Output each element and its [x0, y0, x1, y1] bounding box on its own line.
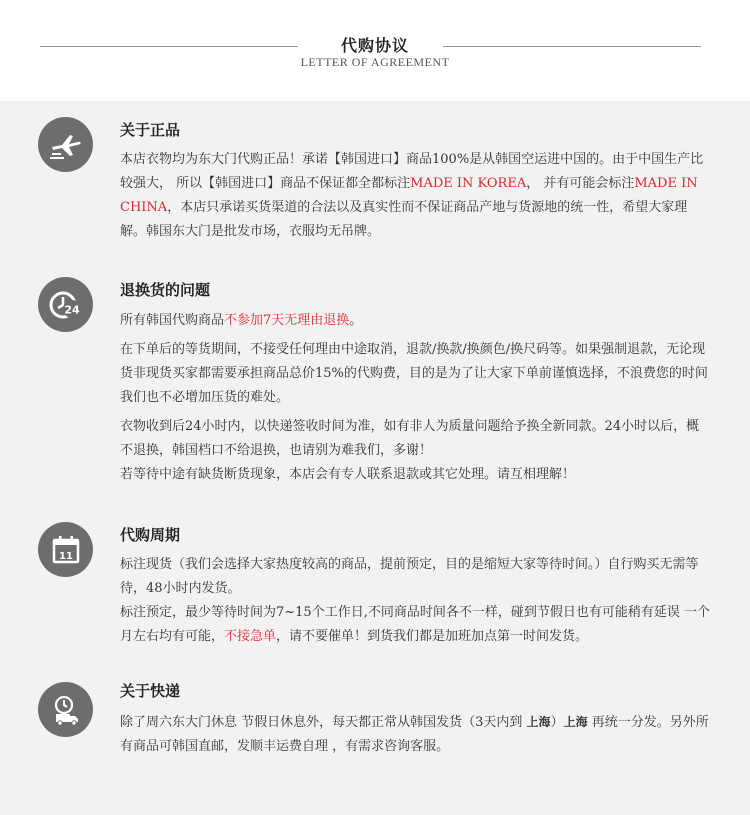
section-paragraph: 若等待中途有缺货断货现象，本店会有专人联系退款或其它处理。请互相理解！	[120, 467, 576, 482]
text-span: 所有韩国代购商品	[120, 313, 225, 328]
calendar-icon	[38, 522, 93, 577]
text-span: ，本店只承诺买货渠道的合法以及真实性而不保证商品产地与货源地的统一性，希望大家理解。韩国东大门是批发市场，衣服均无吊牌。	[120, 200, 688, 239]
page-subtitle: LETTER OF AGREEMENT	[300, 55, 450, 69]
section-paragraph	[120, 148, 710, 244]
section-title: 关于正品	[120, 121, 181, 139]
section-paragraph	[120, 601, 710, 649]
text-span: 。	[349, 313, 363, 328]
section-title: 退换货的问题	[120, 281, 211, 299]
section-paragraph	[120, 710, 710, 759]
svg-text:11: 11	[58, 550, 73, 562]
section-paragraph: 在下单后的等货期间，不接受任何理由中途取消，退款/换款/换颜色/换尺码等。如果强制退款，无论现货非现货买家都需要承担商品总价15%的代购费，目的是为了让大家下单前谨慎选择，不浪费您的时间 我们也不必增加压货的难处。	[120, 342, 708, 405]
text-span: ）	[550, 715, 564, 730]
section-title: 关于快递	[120, 682, 181, 700]
section-paragraph: 标注现货（我们会选择大家热度较高的商品，提前预定，目的是缩短大家等待时间。）自行购买无需等待，48小时内发货。	[120, 557, 699, 596]
highlight-text: 不接急单	[224, 629, 277, 644]
section-paragraph	[120, 309, 710, 333]
agreement-content	[0, 101, 750, 815]
clock-24-icon	[38, 277, 93, 332]
text-span: 再统一分发。另外所有商品可韩国直邮，发顺丰运费自理 ，有需求咨询客服。	[120, 715, 709, 754]
highlight-text: 不参加7天无理由退换	[224, 313, 350, 328]
text-span: ，请不要催单！到货我们都是加班加点第一时间发货。	[276, 629, 589, 644]
text-span: 标注预定，最少等待时间为7~15个工作日,不同商品时间各不一样，碰到节假日也有可能稍有延误 一个月左右均有可能，	[120, 605, 710, 644]
bold-text: 上海	[526, 715, 551, 729]
highlight-text: MADE IN KOREA	[410, 176, 527, 191]
airplane-icon	[38, 117, 93, 172]
text-span: 除了周六东大门休息 节假日休息外，每天都正常从韩国发货（3天内到	[120, 715, 527, 730]
bold-text: 上海	[563, 715, 588, 729]
page-title: 代购协议	[340, 36, 409, 55]
section-paragraph: 衣物收到后24小时内，以快递签收时间为准，如有非人为质量问题给予换全新同款。24小时以后，概不退换，韩国档口不给退换，也请别为难我们，多谢！	[120, 419, 700, 458]
page-header	[0, 0, 750, 101]
section-title: 代购周期	[120, 526, 181, 544]
text-span: ， 并有可能会标注	[526, 176, 635, 191]
text-span: 本店衣物均为东大门代购正品！承诺【韩国进口】商品100%是从韩国空运进中国的。由于中国生产比较强大， 所以【韩国进口】商品不保证都全都标注	[120, 152, 704, 191]
highlight-text: MADE IN CHINA	[120, 176, 698, 215]
svg-text:24: 24	[63, 303, 80, 316]
delivery-truck-icon	[38, 682, 93, 737]
